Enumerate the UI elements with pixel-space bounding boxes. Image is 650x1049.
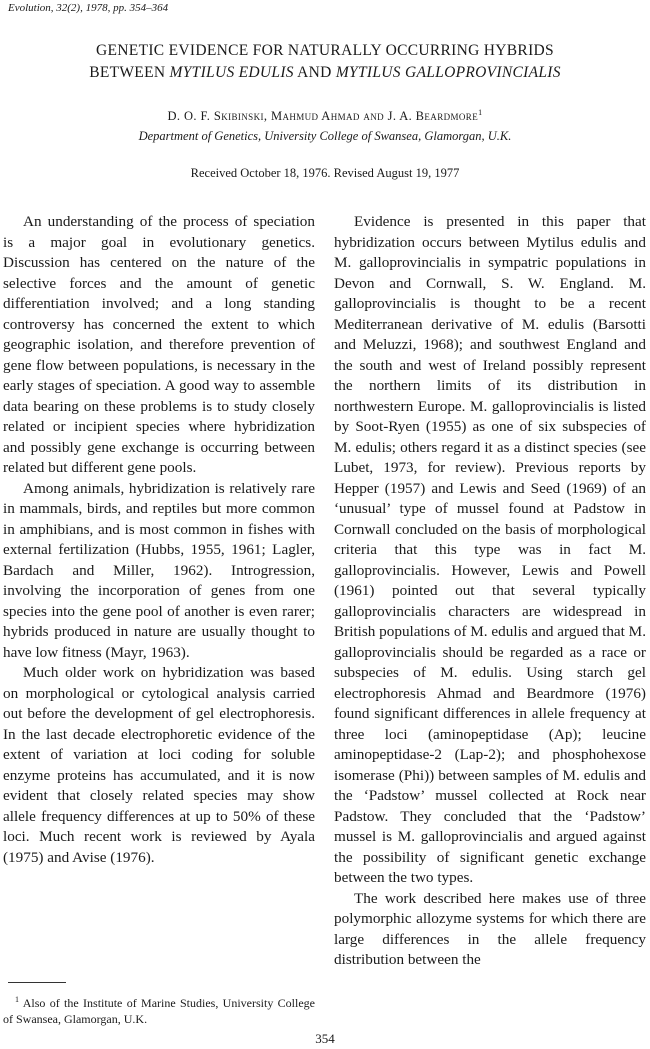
paragraph: The work described here makes use of three polymorphic allozyme systems for which there are large differences in the allele frequency distribution between the xyxy=(334,889,646,968)
journal-citation: Evolution, 32(2), 1978, pp. 354–364 xyxy=(8,2,169,14)
affiliation: Department of Genetics, University College of Swansea, Glamorgan, U.K. xyxy=(138,129,512,143)
page-number: 354 xyxy=(315,1031,335,1046)
species-name-edulis: MYTILUS EDULIS xyxy=(169,64,294,81)
author-list: D. O. F. Skibinski, Mahmud Ahmad and J. A. Beardmore$^1$ xyxy=(167,108,483,124)
footnote: $^1$ Also of the Institute of Marine Studies, University College of Swansea, Glamorgan, U.K. xyxy=(3,995,316,1026)
received-dates: Received October 18, 1976. Revised August 19, 1977 xyxy=(190,166,460,180)
paragraph: Much older work on hybridization was based on morphological or cytological analysis carried out before the development of gel electrophoresis. In the last decade electrophoretic evidence of the extent of variation at loci coding for soluble enzyme proteins has accumulated, and it is now evident that closely related species may show allele frequency differences at up to 50% of these loci. Much recent work is reviewed by Ayala (1975) and Avise (1976). xyxy=(3,664,315,866)
footnote-mark: 1 xyxy=(15,995,19,1004)
right-column xyxy=(334,212,646,971)
title-line-2: BETWEEN MYTILUS EDULIS AND MYTILUS GALLOPROVINCIALIS xyxy=(89,64,561,81)
species-name-galloprovincialis: MYTILUS GALLOPROVINCIALIS xyxy=(335,64,561,81)
title-line-1: GENETIC EVIDENCE FOR NATURALLY OCCURRING HYBRIDS xyxy=(96,42,554,59)
paragraph: An understanding of the process of speciation is a major goal in evolutionary genetics. Discussion has centered on the nature of the selective forces and the amount of genetic differentiation involved; and a long standing controversy has concerned the extent to which geographic isolation, and therefore prevention of gene flow between populations, is necessary in the early stages of speciation. A good way to assemble data bearing on these problems is to study closely related or incipient species where hybridization and possibly gene exchange is occurring between related but different gene pools. xyxy=(3,213,315,476)
author-footnote-mark: 1 xyxy=(478,108,483,117)
paragraph: Evidence is presented in this paper that hybridization occurs between Mytilus edulis and M. galloprovincialis in sympatric populations in Devon and Cornwall, S. W. England. M. galloprovincialis is thought to be a recent Mediterranean derivative of M. edulis (Barsotti and Meluzzi, 1968); and southwest England and the south and west of Ireland possibly represent the northern limits of its distribution in northwestern Europe. M. galloprovincialis is listed by Soot-Ryen (1955) as one of six subspecies of M. edulis; others regard it as a distinct species (see Lubet, 1973, for review). Previous reports by Hepper (1957) and Lewis and Seed (1969) of an ‘unusual’ type of mussel found at Padstow in Cornwall concluded on the basis of morphological criteria that this type was in fact M. galloprovincialis. However, Lewis and Powell (1961) pointed out that several typically galloprovincialis characters are widespread in British populations of M. edulis and argued that M. galloprovincialis should be regarded as a race or subspecies of M. edulis. Using starch gel electrophoresis Ahmad and Beardmore (1976) found significant differences in allele frequency at three loci (aminopeptidase (Ap); leucine aminopeptidase-2 (Lap-2); and phosphohexose isomerase (Phi)) between samples of M. edulis and the ‘Padstow’ mussel collected at Rock near Padstow. They concluded that the ‘Padstow’ mussel is M. galloprovincialis and argued against the possibility of significant genetic exchange between the two types. xyxy=(334,213,646,886)
article-title xyxy=(0,40,650,84)
left-column xyxy=(3,212,315,868)
footnote-divider xyxy=(8,982,66,983)
paragraph: Among animals, hybridization is relatively rare in mammals, birds, and reptiles but more common in amphibians, and is most common in fishes with external fertilization (Hubbs, 1955, 1961; Lagler, Bardach and Miller, 1962). Introgression, involving the incorporation of genes from one species into the gene pool of another is even rarer; hybrids produced in nature are usually thought to have low fitness (Mayr, 1963). xyxy=(3,479,315,661)
